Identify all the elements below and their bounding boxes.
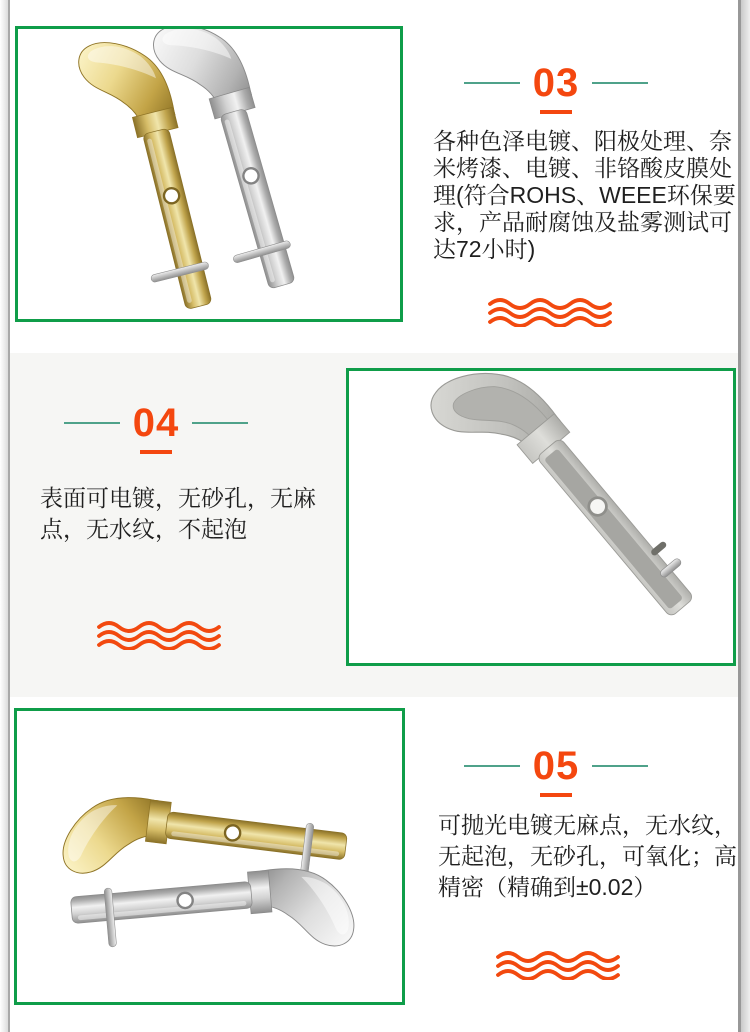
section-03-description: 各种色泽电镀、阳极处理、奈米烤漆、电镀、非铬酸皮膜处理(符合ROHS、WEEE环保要求，产品耐腐蚀及盐雾测试可达72小时) [433, 128, 736, 262]
heading-underline [140, 450, 172, 454]
silver-lever-part [70, 863, 356, 969]
section-05-description: 可抛光电镀无麻点，无水纹，无起泡，无砂孔，可氧化；高精密（精确到±0.02） [438, 812, 737, 900]
photo-box-plated-pair [15, 26, 403, 322]
product-photo-horizontal-levers [17, 711, 402, 1002]
wave-decoration-icon [96, 620, 224, 650]
heading-05 [456, 746, 656, 797]
product-photo-raw-cast-lever [349, 371, 733, 663]
page-left-shadow [0, 0, 8, 1032]
heading-line-right [192, 422, 248, 424]
heading-line-left [64, 422, 120, 424]
section-number: 04 [132, 401, 180, 445]
wave-decoration-icon [495, 950, 623, 980]
heading-line-right [592, 82, 648, 84]
photo-box-horizontal-pair [14, 708, 405, 1005]
heading-row [464, 746, 649, 786]
heading-04 [56, 403, 256, 454]
matte-lever-part [422, 371, 704, 651]
page-right-shadow [741, 0, 750, 1032]
photo-box-raw-casting [346, 368, 736, 666]
wave-decoration-icon [487, 297, 615, 327]
heading-line-right [592, 765, 648, 767]
section-number: 03 [532, 61, 580, 105]
heading-row [464, 63, 649, 103]
heading-row [64, 403, 249, 443]
section-number: 05 [532, 744, 580, 788]
heading-03 [456, 63, 656, 114]
product-photo-gold-silver-levers [18, 29, 400, 319]
heading-underline [540, 793, 572, 797]
heading-line-left [464, 765, 520, 767]
heading-line-left [464, 82, 520, 84]
heading-underline [540, 110, 572, 114]
section-04-description: 表面可电镀，无砂孔，无麻点，无水纹，不起泡 [40, 485, 316, 542]
